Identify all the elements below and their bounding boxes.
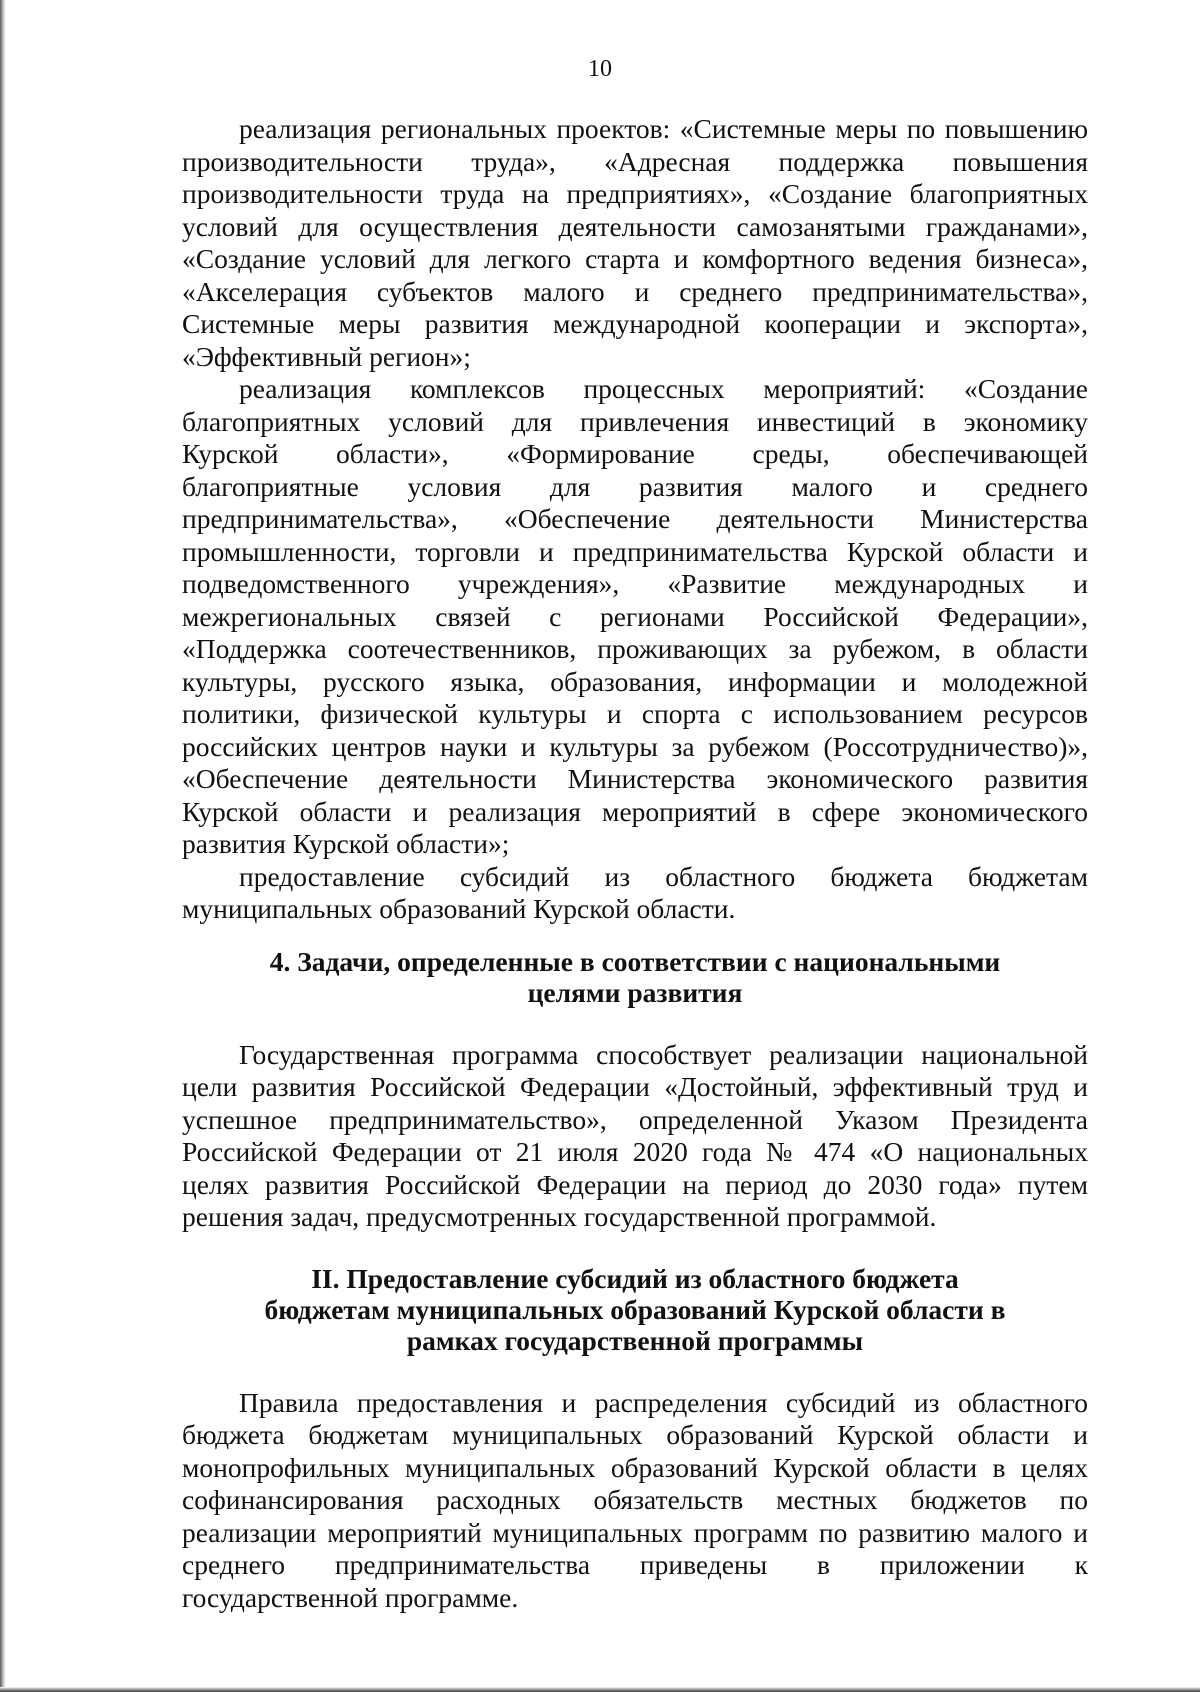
paragraph-line: Правила предоставления и распределения субсидий из областного: [239, 1386, 1088, 1418]
paragraph-line: Государственная программа способствует реализации национальной: [239, 1038, 1088, 1070]
paragraph-line: реализации мероприятий муниципальных программ по развитию малого и: [182, 1516, 1088, 1548]
document-body: [182, 113, 1088, 1614]
page-number: 10: [588, 56, 612, 82]
paragraph-line: реализация комплексов процессных мероприятий: «Создание: [239, 373, 1088, 404]
paragraph-subsidy-rules: [182, 1387, 1088, 1615]
paragraph-line: «Эффективный регион»;: [182, 340, 471, 372]
paragraph-line: бюджета бюджетам муниципальных образований Курской области и: [182, 1419, 1088, 1450]
scan-edge-left: [0, 0, 6, 1692]
paragraph-line: «Создание условий для легкого старта и комфортного ведения бизнеса»,: [182, 243, 1088, 274]
paragraph-line: развития Курской области»;: [182, 828, 510, 859]
paragraph-subsidies: [182, 861, 1088, 926]
paragraph-line: производительности труда на предприятиях», «Создание благоприятных: [182, 178, 1088, 209]
paragraph-line: монопрофильных муниципальных образований Курской области в целях: [182, 1451, 1088, 1483]
section-heading-4: [182, 946, 1088, 1008]
paragraph-line: Курской области», «Формирование среды, обеспечивающей: [182, 438, 1088, 469]
paragraph-line: реализация региональных проектов: «Системные меры по повышению: [239, 113, 1088, 144]
paragraph-line: благоприятные условия для развития малого и среднего: [182, 470, 1088, 502]
scan-edge-bottom: [0, 1687, 1200, 1692]
section-heading-ii: [182, 1263, 1088, 1356]
heading-line: рамках государственной программы: [406, 1324, 864, 1356]
paragraph-line: условий для осуществления деятельности самозанятыми гражданами»,: [182, 210, 1088, 242]
paragraph-line: Системные меры развития международной кооперации и экспорта»,: [182, 308, 1088, 339]
paragraph-line: благоприятных условий для привлечения инвестиций в экономику: [182, 405, 1088, 437]
heading-line: целями развития: [527, 976, 743, 1008]
paragraph-line: подведомственного учреждения», «Развитие международных и: [182, 568, 1088, 599]
heading-line: II. Предоставление субсидий из областного бюджета: [311, 1262, 959, 1294]
paragraph-line: предоставление субсидий из областного бюджета бюджетам: [239, 860, 1088, 892]
paragraph-line: производительности труда», «Адресная поддержка повышения: [182, 145, 1088, 177]
paragraph-line: межрегиональных связей с регионами Российской Федерации»,: [182, 600, 1088, 632]
paragraph-process-activities: [182, 373, 1088, 861]
paragraph-line: государственной программе.: [182, 1581, 519, 1613]
paragraph-line: решения задач, предусмотренных государственной программой.: [182, 1201, 937, 1232]
paragraph-line: политики, физической культуры и спорта с использованием ресурсов: [182, 698, 1088, 729]
paragraph-line: цели развития Российской Федерации «Достойный, эффективный труд и: [182, 1071, 1088, 1102]
paragraph-line: муниципальных образований Курской области.: [182, 893, 736, 924]
paragraph-line: целях развития Российской Федерации на период до 2030 года» путем: [182, 1168, 1088, 1200]
paragraph-regional-projects: [182, 113, 1088, 373]
heading-line: 4. Задачи, определенные в соответствии с национальными: [269, 945, 1001, 977]
heading-line: бюджетам муниципальных образований Курской области в: [264, 1293, 1006, 1325]
paragraph-line: российских центров науки и культуры за рубежом (Россотрудничество)»,: [182, 730, 1088, 762]
paragraph-line: «Обеспечение деятельности Министерства экономического развития: [182, 763, 1088, 794]
paragraph-line: Российской Федерации от 21 июля 2020 года № 474 «О национальных: [182, 1136, 1088, 1167]
paragraph-line: софинансирования расходных обязательств местных бюджетов по: [182, 1484, 1088, 1515]
paragraph-line: «Акселерация субъектов малого и среднего предпринимательства»,: [182, 275, 1088, 307]
paragraph-national-goals: [182, 1039, 1088, 1234]
paragraph-line: успешное предпринимательство», определенной Указом Президента: [182, 1103, 1088, 1135]
paragraph-line: среднего предпринимательства приведены в приложении к: [182, 1549, 1088, 1580]
paragraph-line: Курской области и реализация мероприятий в сфере экономического: [182, 795, 1088, 827]
paragraph-line: предпринимательства», «Обеспечение деятельности Министерства: [182, 503, 1088, 534]
paragraph-line: промышленности, торговли и предпринимательства Курской области и: [182, 535, 1088, 567]
paragraph-line: культуры, русского языка, образования, информации и молодежной: [182, 665, 1088, 697]
paragraph-line: «Поддержка соотечественников, проживающих за рубежом, в области: [182, 633, 1088, 664]
